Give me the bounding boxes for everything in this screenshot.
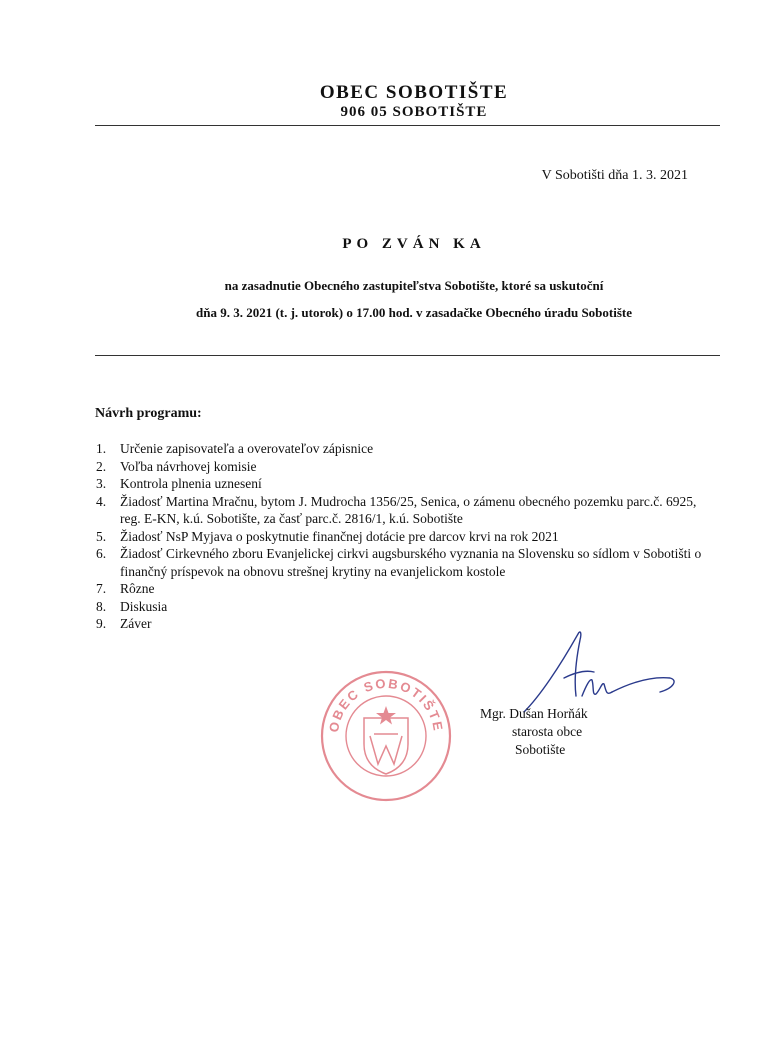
signatory-role: starosta obce [512, 724, 583, 739]
agenda-item [96, 475, 706, 493]
agenda-item-text: Žiadosť NsP Myjava o poskytnutie finančnej dotácie pre darcov krvi na rok 2021 [120, 528, 559, 544]
agenda-item-text: Žiadosť Cirkevného zboru Evanjelickej cirkvi augsburského vyznania na Slovensku so sídlom v Sobotišti o finančný príspevok na obnovu strešnej krytiny na evanjelickom kostole [120, 546, 702, 579]
agenda-list [96, 440, 706, 633]
agenda-item [96, 528, 706, 546]
title-divider [95, 355, 720, 356]
agenda-item-number: 6. [96, 546, 107, 561]
signatory-name: Mgr. Dušan Horňák [480, 706, 588, 721]
agenda-item [96, 598, 706, 616]
subtitle-line-1: na zasadnutie Obecného zastupiteľstva Sobotište, ktoré sa uskutoční [224, 278, 604, 293]
agenda-item [96, 545, 706, 580]
agenda-item [96, 580, 706, 598]
agenda-item [96, 440, 706, 458]
subtitle-line-2: dňa 9. 3. 2021 (t. j. utorok) o 17.00 hod. v zasadačke Obecného úradu Sobotište [195, 305, 633, 320]
coat-of-arms-icon [364, 718, 408, 774]
org-name: OBEC SOBOTIŠTE [319, 82, 509, 103]
official-stamp [318, 668, 454, 804]
header-divider [95, 125, 720, 126]
agenda-item-number: 7. [96, 581, 107, 596]
agenda-item-text: Žiadosť Martina Mračnu, bytom J. Mudrocha 1356/25, Senica, o zámenu obecného pozemku parc.č. 6925, reg. E-KN, k.ú. Sobotište, za časť parc.č. 2816/1, k.ú. Sobotište [120, 493, 697, 526]
agenda-item-number: 9. [96, 616, 107, 631]
org-address: 906 05 SOBOTIŠTE [340, 104, 488, 120]
handwritten-signature [520, 626, 680, 716]
agenda-item-number: 3. [96, 476, 107, 491]
agenda-item-text: Záver [120, 616, 152, 631]
date-line: V Sobotišti dňa 1. 3. 2021 [541, 168, 688, 183]
agenda-item-text: Kontrola plnenia uznesení [120, 476, 262, 491]
agenda-item-text: Voľba návrhovej komisie [120, 458, 257, 474]
agenda-item-number: 8. [96, 598, 107, 614]
agenda-item-number: 4. [96, 493, 107, 509]
agenda-item-text: Rôzne [120, 581, 155, 596]
agenda-item-number: 2. [96, 458, 107, 474]
svg-text:OBEC SOBOTIŠTE: OBEC SOBOTIŠTE [325, 675, 447, 734]
agenda-item-text: Diskusia [120, 598, 168, 614]
agenda-item [96, 493, 706, 528]
agenda-item-number: 5. [96, 528, 107, 544]
star-icon [376, 706, 396, 725]
signatory-town: Sobotište [515, 742, 566, 757]
agenda-item [96, 458, 706, 476]
agenda-item-number: 1. [96, 441, 107, 456]
agenda-item-text: Určenie zapisovateľa a overovateľov zápisnice [120, 441, 374, 456]
document-title: PO ZVÁN KA [342, 236, 486, 252]
program-heading: Návrh programu: [95, 406, 202, 421]
